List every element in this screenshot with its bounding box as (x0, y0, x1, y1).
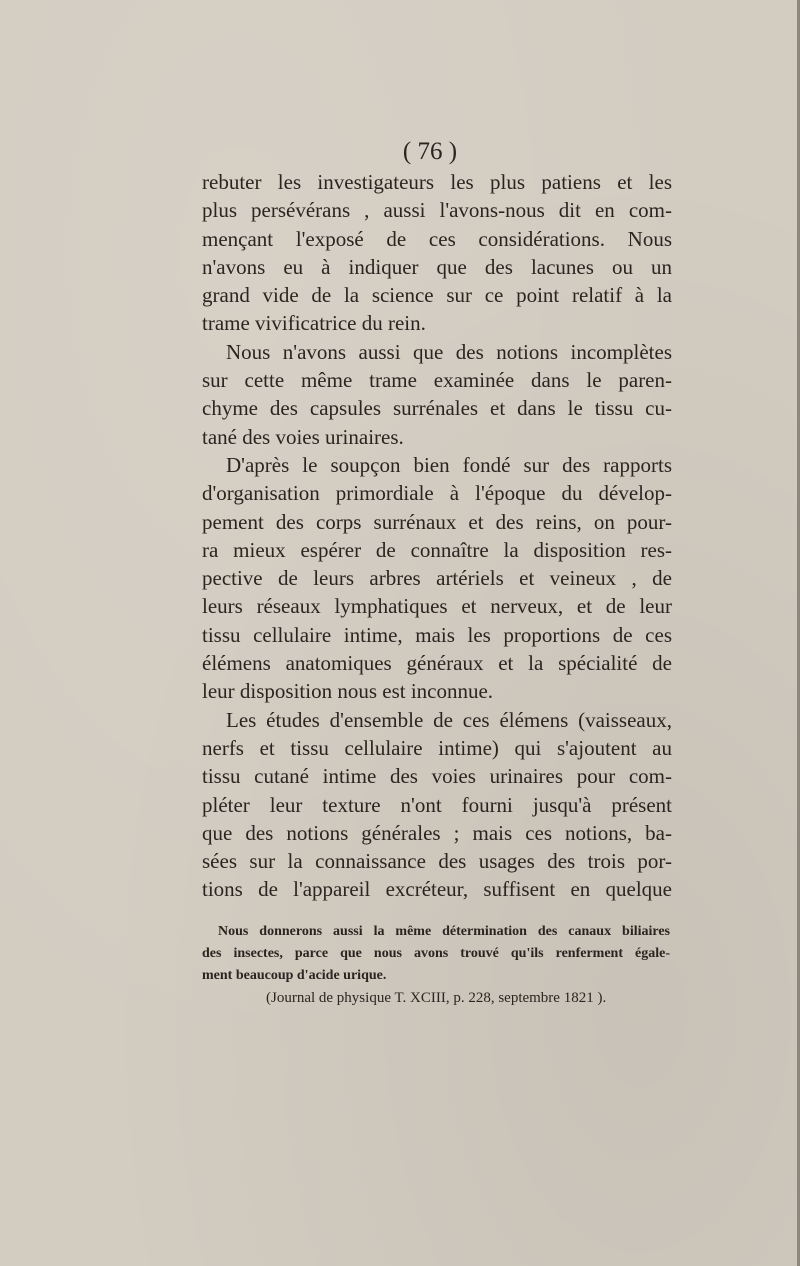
text-line: pement des corps surrénaux et des reins, on pour- (202, 509, 672, 534)
text-line: tané des voies urinaires. (202, 424, 404, 449)
text-line: mençant l'exposé de ces considérations. Nous (202, 226, 672, 251)
text-line: grand vide de la science sur ce point relatif à la (202, 283, 672, 308)
footnote-line: Nous donnerons aussi la même détermination des canaux biliaires (218, 924, 670, 939)
page-number: ( 76 ) (402, 138, 458, 165)
text-line: sées sur la connaissance des usages des trois por- (202, 849, 672, 874)
text-line: plus persévérans , aussi l'avons-nous dit en com- (202, 198, 672, 223)
text-line: pective de leurs arbres artériels et veineux , de (202, 566, 672, 591)
text-line: Nous n'avons aussi que des notions incomplètes (226, 339, 672, 364)
footnote (202, 921, 670, 1009)
footnote-line: des insectes, parce que nous avons trouvé qu'ils renferment égale- (202, 946, 670, 961)
text-line: d'organisation primordiale à l'époque du dévelop- (202, 481, 672, 506)
footnote-line: ment beaucoup d'acide urique. (202, 968, 387, 983)
text-line: tissu cellulaire intime, mais les proportions de ces (202, 622, 672, 647)
text-line: Les études d'ensemble de ces élémens (vaisseaux, (226, 707, 672, 732)
text-line: trame vivificatrice du rein. (202, 311, 426, 336)
text-line: ra mieux espérer de connaître la disposition res- (202, 537, 672, 562)
text-line: tissu cutané intime des voies urinaires pour com- (202, 764, 672, 789)
text-line: rebuter les investigateurs les plus patiens et les (202, 170, 672, 194)
text-line: tions de l'appareil excréteur, suffisent en quelque (202, 877, 672, 902)
text-line: nerfs et tissu cellulaire intime) qui s'ajoutent au (202, 735, 672, 760)
text-line: sur cette même trame examinée dans le paren- (202, 368, 672, 393)
text-line: pléter leur texture n'ont fourni jusqu'à présent (202, 792, 672, 817)
text-line: leurs réseaux lymphatiques et nerveux, et de leur (202, 594, 672, 619)
text-line: n'avons eu à indiquer que des lacunes ou un (202, 254, 672, 279)
body-text (202, 168, 672, 904)
text-line: leur disposition nous est inconnue. (202, 679, 494, 704)
text-line: que des notions générales ; mais ces notions, ba- (202, 820, 672, 845)
footnote-citation: (Journal de physique T. XCIII, p. 228, septembre 1821 ). (266, 990, 607, 1006)
text-line: chyme des capsules surrénales et dans le tissu cu- (202, 396, 672, 421)
text-line: D'après le soupçon bien fondé sur des rapports (226, 452, 672, 477)
text-line: élémens anatomiques généraux et la spécialité de (202, 651, 672, 676)
